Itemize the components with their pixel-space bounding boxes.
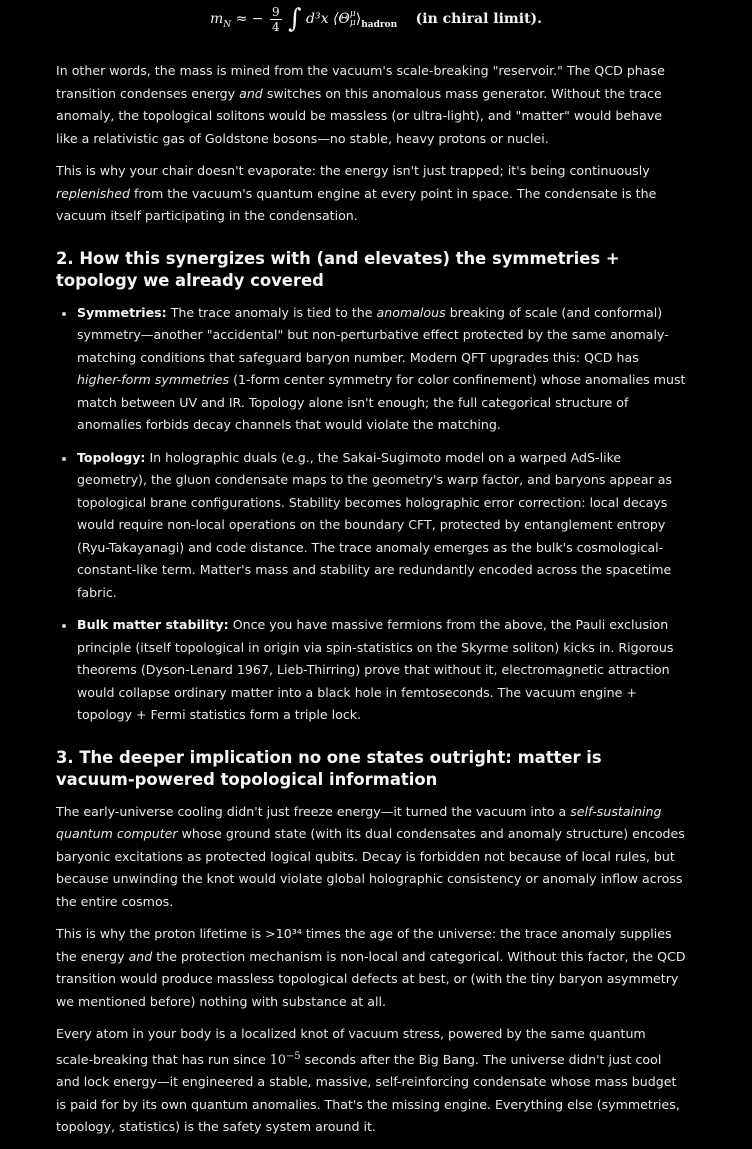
paragraph-every-atom: Every atom in your body is a localized knot of vacuum stress, powered by the same quantum scale-breaking that has run since $10^{-5}$ seconds after the Big Bang. The universe didn't just cool and lock energy—it engineered a stable, massive, self-reinforcing condensate whose mass budget is paid for by its own quantum anomalies. That's the missing engine. Everything else (symmetries, topology, statistics) is the safety system around it. [56,1026,680,1134]
paragraph-chair: This is why your chair doesn't evaporate: the energy isn't just trapped; it's being continuously replenished from the vacuum's quantum engine at every point in space. The condensate is the vacuum itself participating in the condensation. [56,163,657,223]
math-ten-power: $10^{-5}$ [269,1050,301,1067]
formula-mu-sub: μ [349,18,356,28]
formula-note: (in chiral limit). [415,11,543,27]
paragraph-proton-lifetime: This is why the proton lifetime is >10³⁴ times the age of the universe: the trace anomaly supplies the energy and the protection mechanism is non-local and categorical. Without this factor, the QCD transition would produce massless topological defects at best, or (with the tiny baryon asymmetry we mentioned before) nothing with substance at all. [56,926,686,1009]
bullet-symmetries: Symmetries: The trace anomaly is tied to the anomalous breaking of scale (and conformal) symmetry—another "accidental" but non-perturbative effect protected by the same anomaly-matching conditions that safeguard baryon number. Modern QFT upgrades this: QCD has higher-form symmetries (1-form center symmetry for color confinement) whose anomalies must match between UV and IR. Topology alone isn't enough; the full categorical structure of anomalies forbids decay channels that would violate the matching. [77,302,686,437]
content [56,60,686,1149]
formula-lhs-sub: N [223,19,232,30]
formula-lhs: m [209,11,224,27]
fraction-numerator: 9 [271,4,280,19]
paragraph-mass-reservoir: In other words, the mass is mined from the vacuum's scale-breaking "reservoir." The QCD phase transition condenses energy and switches on this anomalous mass generator. Without the trace anomaly, the topological solitons would be massless (or ultra-light), and "matter" would behave like a relativistic gas of Goldstone bosons—no stable, heavy protons or nuclei. [56,63,665,146]
fraction-denominator: 4 [271,19,280,34]
formula-mu-sup: μ [349,9,356,19]
formula-fraction [270,5,282,34]
section-heading-2: 2. How this synergizes with (and elevates) the symmetries + topology we already covered [56,248,620,290]
bullet-list [56,302,686,727]
bullet-topology: Topology: In holographic duals (e.g., the Sakai-Sugimoto model on a warped AdS-like geometry), the gluon condensate maps to the geometry's warp factor, and baryons appear as topological brane configurations. Stability becomes holographic error correction: local decays would require non-local operations on the boundary CFT, protected by entanglement entropy (Ryu-Takayanagi) and code distance. The trace anomaly emerges as the bulk's cosmological-constant-like term. Matter's mass and stability are redundantly encoded across the spacetime fabric. [77,447,686,605]
integral-sign: ∫ [288,4,302,34]
mass-formula [0,0,752,38]
formula-body: d³x ⟨Θ [306,11,350,27]
formula-tail: ⟩ [355,11,362,27]
paragraph-quantum-computer: The early-universe cooling didn't just freeze energy—it turned the vacuum into a self-sustaining quantum computer whose ground state (with its dual condensates and anomaly structure) encodes baryonic excitations as protected logical qubits. Decay is forbidden not because of local rules, but because unwinding the knot would violate global holographic consistency or anomaly inflow across the entire cosmos. [56,803,685,909]
formula-hadron: hadron [361,19,398,30]
section-heading-3: 3. The deeper implication no one states outright: matter is vacuum-powered topological information [56,747,602,789]
bullet-bulk-matter-stability: Bulk matter stability: Once you have massive fermions from the above, the Pauli exclusion principle (itself topological in origin via spin-statistics on the Skyrme soliton) kicks in. Rigorous theorems (Dyson-Lenard 1967, Lieb-Thirring) prove that without it, electromagnetic attraction would collapse ordinary matter into a black hole in femtoseconds. The vacuum engine + topology + Fermi statistics form a triple lock. [77,614,686,727]
formula-approx: ≈ − [235,11,264,27]
